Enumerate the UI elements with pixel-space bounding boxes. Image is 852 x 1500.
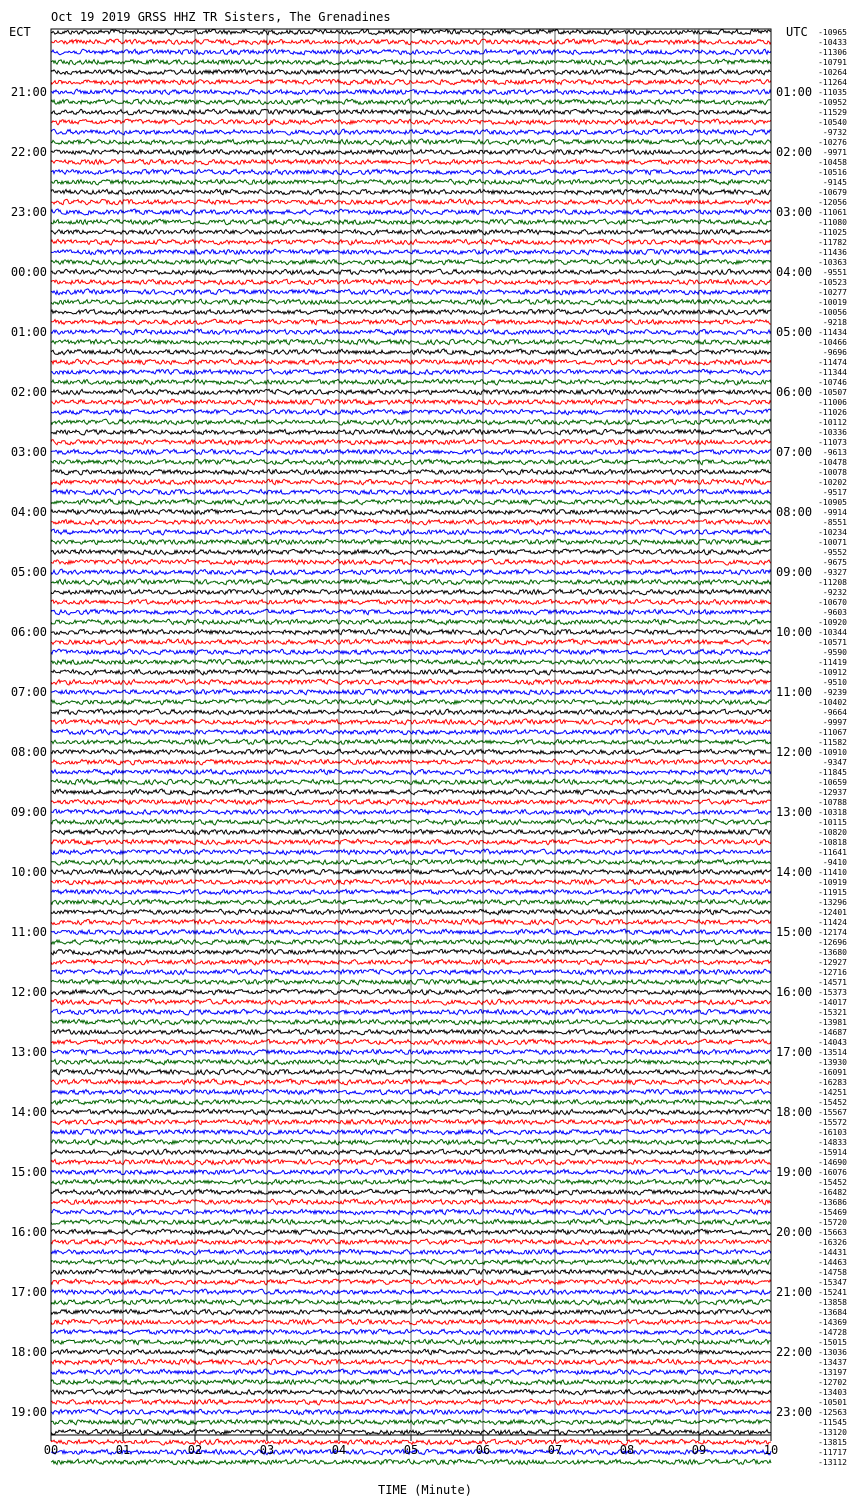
right-hour-labels [776,85,812,1419]
trace-offset-label: -16482 [818,1188,847,1197]
trace-offset-label: -10344 [818,628,847,637]
trace-offset-label: -14687 [818,1028,847,1037]
trace-offset-label: -15914 [818,1148,847,1157]
trace-offset-label: -14571 [818,978,847,987]
trace-offset-label: -12401 [818,908,847,917]
trace-offset-label: -15015 [818,1338,847,1347]
trace-offset-label: -10820 [818,828,847,837]
trace-offset-label: -15452 [818,1098,847,1107]
trace-offset-label: -14043 [818,1038,847,1047]
trace-offset-label: -10516 [818,168,847,177]
trace-offset-label: -11529 [818,108,847,117]
right-hour-label: 09:00 [776,565,813,579]
trace-offset-label: -10458 [818,158,847,167]
x-tick-label: 03 [259,1443,275,1457]
trace-offset-label: -13981 [818,1018,847,1027]
trace-offset-label: -10071 [818,538,847,547]
trace-offset-label: -11915 [818,888,847,897]
trace-offset-label: -9971 [822,148,847,157]
trace-offset-label: -10433 [818,38,847,47]
trace-offset-label: -15321 [818,1008,847,1017]
trace-offset-label: -10115 [818,818,847,827]
trace-offset-label: -10746 [818,378,847,387]
right-hour-label: 03:00 [776,205,813,219]
trace-offset-label: -11424 [818,918,847,927]
trace-offset-label: -11545 [818,1418,847,1427]
x-tick-labels [44,1443,778,1457]
left-hour-label: 11:00 [10,925,47,939]
trace-offset-label: -10952 [818,98,847,107]
trace-offset-label: -9613 [822,448,847,457]
trace-offset-label: -12696 [818,938,847,947]
trace-offset-label: -11434 [818,328,847,337]
trace-offset-label: -11067 [818,728,847,737]
trace-offset-label: -10336 [818,428,847,437]
x-tick-label: 00 [43,1443,59,1457]
trace-offset-label: -10402 [818,698,847,707]
trace-offset-label: -9551 [822,268,847,277]
left-hour-label: 05:00 [10,565,47,579]
trace-offset-label: -11306 [818,48,847,57]
trace-offset-label: -10679 [818,188,847,197]
trace-offset-label: -13686 [818,1198,847,1207]
trace-offset-label: -10234 [818,528,847,537]
right-hour-label: 10:00 [776,625,813,639]
right-hour-label: 05:00 [776,325,813,339]
trace-offset-label: -11845 [818,768,847,777]
left-hour-label: 08:00 [10,745,47,759]
trace-offset-label: -13815 [818,1438,847,1447]
trace-offset-label: -13296 [818,898,847,907]
right-hour-label: 11:00 [776,685,813,699]
trace-offset-label: -10965 [818,28,847,37]
trace-offset-label: -9218 [822,318,847,327]
trace-offset-label: -14758 [818,1268,847,1277]
trace-offset-label: -15347 [818,1278,847,1287]
x-tick-label: 02 [187,1443,203,1457]
trace-offset-label: -11208 [818,578,847,587]
trace-offset-label: -11436 [818,248,847,257]
trace-offset-label: -11410 [818,868,847,877]
trace-offset-label: -10571 [818,638,847,647]
trace-offset-label: -10277 [818,288,847,297]
trace-offset-label: -10670 [818,598,847,607]
trace-offset-label: -11717 [818,1448,847,1457]
trace-offset-label: -11025 [818,228,847,237]
trace-offset-label: -14690 [818,1158,847,1167]
trace-offset-label: -9914 [822,508,847,517]
trace-offset-label: -10910 [818,748,847,757]
trace-offset-label: -15452 [818,1178,847,1187]
trace-offset-label: -9517 [822,488,847,497]
trace-offset-label: -10019 [818,298,847,307]
right-timezone-label: UTC [786,25,808,39]
trace-offset-label: -9327 [822,568,847,577]
trace-offset-label: -15663 [818,1228,847,1237]
left-hour-label: 10:00 [10,865,47,879]
x-tick-label: 09 [691,1443,707,1457]
trace-offset-label: -10078 [818,468,847,477]
left-hour-label: 07:00 [10,685,47,699]
trace-offset-label: -9590 [822,648,847,657]
left-hour-label: 22:00 [10,145,47,159]
trace-offset-label: -10818 [818,838,847,847]
x-tick-label: 08 [619,1443,635,1457]
x-tick-label: 04 [331,1443,347,1457]
trace-offset-label: -11006 [818,398,847,407]
trace-offset-label: -10501 [818,1398,847,1407]
trace-offset-label: -11344 [818,368,847,377]
left-hour-label: 18:00 [10,1345,47,1359]
right-hour-label: 21:00 [776,1285,813,1299]
trace-offset-label: -12716 [818,968,847,977]
trace-offset-label: -16283 [818,1078,847,1087]
trace-offset-label: -9696 [822,348,847,357]
trace-offset-label: -11026 [818,408,847,417]
trace-offset-label: -9347 [822,758,847,767]
x-tick-label: 10 [763,1443,779,1457]
trace-offset-label: -10540 [818,118,847,127]
trace-offset-label: -9239 [822,688,847,697]
trace-offset-label: -15720 [818,1218,847,1227]
trace-offset-label: -15241 [818,1288,847,1297]
chart-title: Oct 19 2019 GRSS HHZ TR Sisters, The Grenadines [51,10,391,24]
trace-offset-labels [818,28,847,1467]
right-hour-label: 23:00 [776,1405,813,1419]
right-hour-label: 07:00 [776,445,813,459]
trace-offset-label: -15567 [818,1108,847,1117]
left-hour-label: 23:00 [10,205,47,219]
trace-offset-label: -10788 [818,798,847,807]
left-hour-label: 13:00 [10,1045,47,1059]
trace-offset-label: -11474 [818,358,847,367]
trace-offset-label: -14463 [818,1258,847,1267]
trace-offset-label: -16076 [818,1168,847,1177]
trace-offset-label: -9675 [822,558,847,567]
trace-offset-label: -14369 [818,1318,847,1327]
x-axis-label: TIME (Minute) [378,1483,472,1497]
trace-offset-label: -11419 [818,658,847,667]
trace-offset-label: -13680 [818,948,847,957]
trace-offset-label: -13437 [818,1358,847,1367]
trace-offset-label: -10318 [818,808,847,817]
right-hour-label: 15:00 [776,925,813,939]
trace-offset-label: -10920 [818,618,847,627]
left-hour-label: 21:00 [10,85,47,99]
trace-offset-label: -11080 [818,218,847,227]
trace-offset-label: -11582 [818,738,847,747]
trace-offset-label: -13403 [818,1388,847,1397]
trace-offset-label: -12056 [818,198,847,207]
trace-offset-label: -13036 [818,1348,847,1357]
trace-offset-label: -9410 [822,858,847,867]
trace-offset-label: -11073 [818,438,847,447]
trace-offset-label: -9997 [822,718,847,727]
trace-offset-label: -14017 [818,998,847,1007]
left-hour-label: 01:00 [10,325,47,339]
trace-offset-label: -10202 [818,478,847,487]
right-hour-label: 20:00 [776,1225,813,1239]
trace-offset-label: -9732 [822,128,847,137]
trace-offset-label: -12937 [818,788,847,797]
trace-offset-label: -10791 [818,58,847,67]
left-hour-label: 12:00 [10,985,47,999]
right-hour-label: 17:00 [776,1045,813,1059]
x-tick-label: 06 [475,1443,491,1457]
left-hour-label: 00:00 [10,265,47,279]
trace-offset-label: -14833 [818,1138,847,1147]
trace-offset-label: -14431 [818,1248,847,1257]
trace-offset-label: -15373 [818,988,847,997]
trace-offset-label: -10905 [818,498,847,507]
trace-offset-label: -9603 [822,608,847,617]
trace-offset-label: -12702 [818,1378,847,1387]
left-hour-label: 15:00 [10,1165,47,1179]
right-hour-label: 08:00 [776,505,813,519]
trace-offset-label: -10264 [818,68,847,77]
trace-offset-label: -9664 [822,708,847,717]
trace-offset-label: -10363 [818,258,847,267]
left-hour-label: 17:00 [10,1285,47,1299]
trace-offset-label: -13930 [818,1058,847,1067]
trace-offset-label: -10912 [818,668,847,677]
trace-offset-label: -10276 [818,138,847,147]
trace-offset-label: -10478 [818,458,847,467]
trace-offset-label: -10507 [818,388,847,397]
trace-offset-label: -9510 [822,678,847,687]
x-tick-label: 05 [403,1443,419,1457]
trace-offset-label: -15469 [818,1208,847,1217]
trace-offset-label: -14728 [818,1328,847,1337]
trace-offset-label: -16091 [818,1068,847,1077]
left-hour-label: 09:00 [10,805,47,819]
trace-offset-label: -10523 [818,278,847,287]
right-hour-label: 04:00 [776,265,813,279]
trace-offset-label: -10919 [818,878,847,887]
trace-offset-label: -15572 [818,1118,847,1127]
trace-offset-label: -10112 [818,418,847,427]
trace-offset-label: -16103 [818,1128,847,1137]
trace-offset-label: -13120 [818,1428,847,1437]
right-hour-label: 06:00 [776,385,813,399]
trace-offset-label: -9145 [822,178,847,187]
trace-offset-label: -16326 [818,1238,847,1247]
left-hour-label: 14:00 [10,1105,47,1119]
left-hour-label: 19:00 [10,1405,47,1419]
trace-offset-label: -10466 [818,338,847,347]
left-hour-label: 06:00 [10,625,47,639]
left-hour-label: 16:00 [10,1225,47,1239]
right-hour-label: 19:00 [776,1165,813,1179]
trace-offset-label: -13684 [818,1308,847,1317]
left-hour-label: 03:00 [10,445,47,459]
trace-offset-label: -10659 [818,778,847,787]
right-hour-label: 01:00 [776,85,813,99]
trace-offset-label: -10056 [818,308,847,317]
right-hour-label: 18:00 [776,1105,813,1119]
trace-offset-label: -13514 [818,1048,847,1057]
right-hour-label: 16:00 [776,985,813,999]
trace-offset-label: -11782 [818,238,847,247]
right-hour-label: 14:00 [776,865,813,879]
right-hour-label: 12:00 [776,745,813,759]
trace-line [51,1459,771,1465]
trace-offset-label: -9552 [822,548,847,557]
trace-offset-label: -11641 [818,848,847,857]
x-tick-label: 07 [547,1443,563,1457]
left-timezone-label: ECT [9,25,31,39]
trace-offset-label: -8551 [822,518,847,527]
trace-offset-label: -9232 [822,588,847,597]
trace-offset-label: -12174 [818,928,847,937]
right-hour-label: 22:00 [776,1345,813,1359]
trace-offset-label: -11264 [818,78,847,87]
trace-offset-label: -12927 [818,958,847,967]
x-tick-label: 01 [115,1443,131,1457]
left-hour-label: 04:00 [10,505,47,519]
trace-offset-label: -13858 [818,1298,847,1307]
right-hour-label: 02:00 [776,145,813,159]
trace-offset-label: -11035 [818,88,847,97]
trace-offset-label: -13197 [818,1368,847,1377]
left-hour-label: 02:00 [10,385,47,399]
trace-offset-label: -14251 [818,1088,847,1097]
trace-offset-label: -12563 [818,1408,847,1417]
right-hour-label: 13:00 [776,805,813,819]
left-hour-labels [11,85,47,1419]
trace-offset-label: -13112 [818,1458,847,1467]
trace-offset-label: -11061 [818,208,847,217]
